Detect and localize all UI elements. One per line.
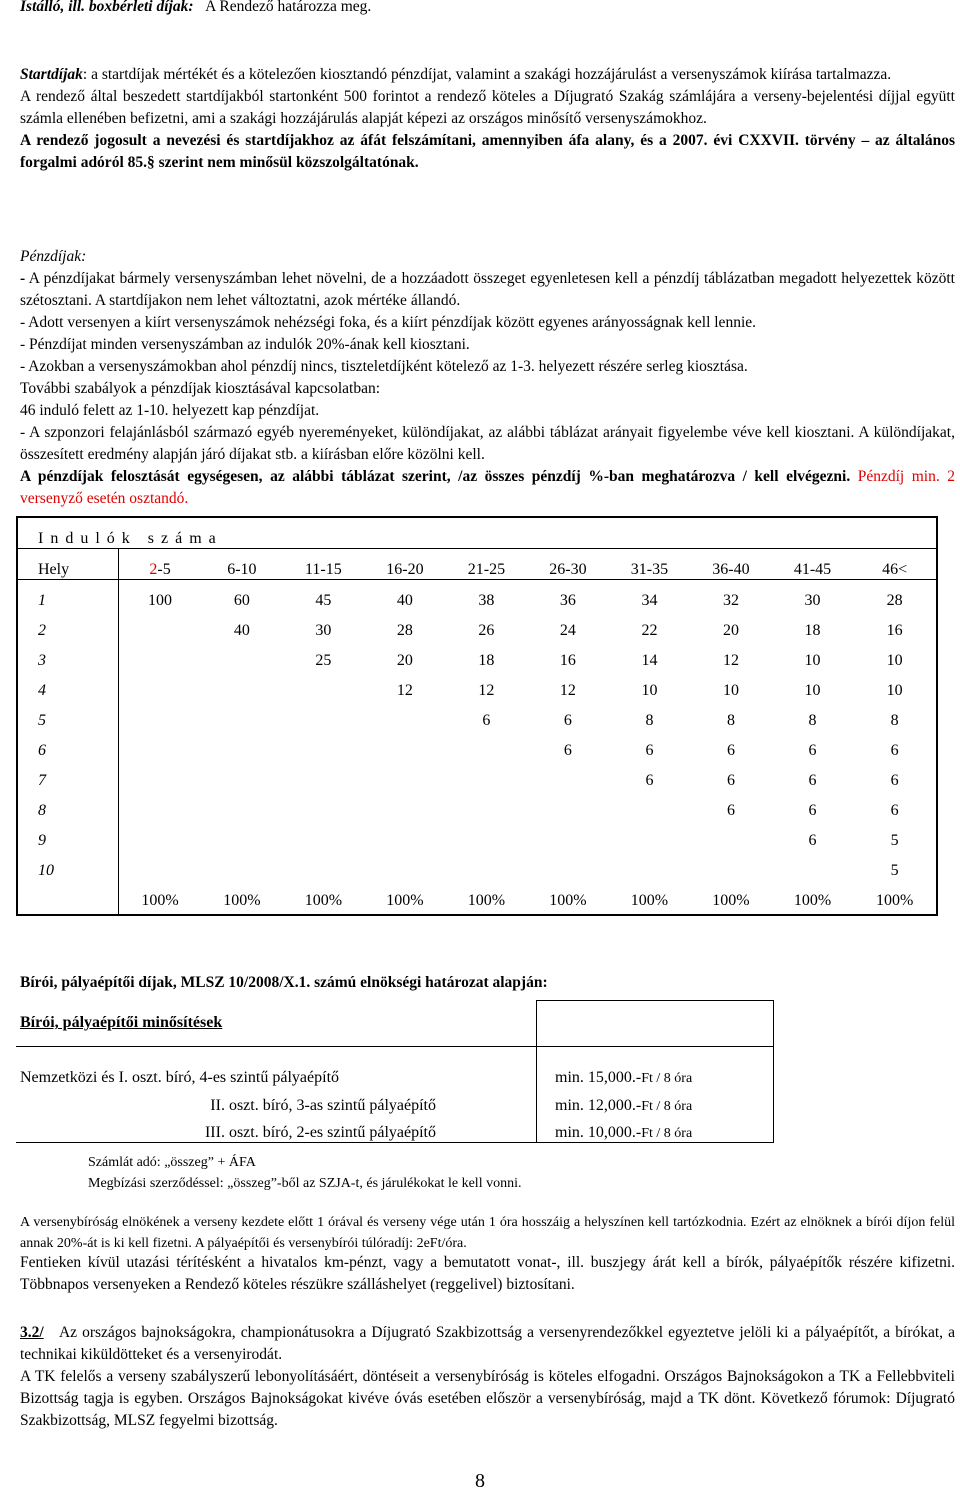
judge-fee-unit: Ft / 8 óra <box>641 1126 693 1141</box>
column-header: 31-35 <box>609 549 691 580</box>
judge-fee <box>537 1115 774 1143</box>
table-cell <box>609 850 691 880</box>
judges-empty-cell <box>537 1001 774 1047</box>
table-row <box>17 640 937 670</box>
table-cell <box>119 850 202 880</box>
total-cell: 100% <box>467 892 506 909</box>
invoice-note-1: Számlát adó: „összeg” + ÁFA <box>88 1155 256 1170</box>
totals-empty-cell <box>17 880 119 915</box>
table-cell: 12 <box>559 682 576 699</box>
table-cell: 12 <box>396 682 413 699</box>
judge-fee <box>537 1047 774 1087</box>
table-cell <box>119 790 202 820</box>
place-cell: 2 <box>17 610 119 640</box>
table-cell <box>201 700 283 730</box>
total-cell: 100% <box>304 892 343 909</box>
judges-paragraph-1 <box>20 1212 955 1254</box>
judge-fee-row <box>16 1087 774 1115</box>
column-header: 21-25 <box>446 549 528 580</box>
table-title: Indulók száma <box>17 517 937 549</box>
table-cell: 6 <box>563 742 572 759</box>
place-cell: 8 <box>17 790 119 820</box>
column-header: 26-30 <box>527 549 609 580</box>
table-row <box>17 580 937 611</box>
judges-heading <box>20 972 955 994</box>
table-cell <box>119 610 202 640</box>
table-cell <box>201 790 283 820</box>
invoice-notes <box>88 1152 948 1194</box>
place-cell: 4 <box>17 670 119 700</box>
table-cell: 6 <box>726 742 735 759</box>
judge-fee-row <box>16 1115 774 1143</box>
table-cell: 10 <box>641 682 658 699</box>
table-cell <box>119 670 202 700</box>
stable-fees-label: Istálló, ill. boxbérleti díjak: <box>20 0 194 15</box>
judges-paragraph-2-text: Fentieken kívül utazási térítésként a hivatalos km-pénzt, vagy a bemutatott vonat-, ill. buszjegy árát kell a bírók, pályaépítők részére kifizetni. Többnapos versenyeken a Rendező köteles részükre szálláshelyet (reggelivel) biztosítani. <box>20 1254 955 1293</box>
judge-category: III. oszt. bíró, 2-es szintű pályaépítő <box>16 1115 537 1143</box>
table-cell: 6 <box>726 802 735 819</box>
table-cell: 6 <box>808 772 817 789</box>
table-cell <box>527 760 609 790</box>
table-cell <box>201 820 283 850</box>
column-header: 6-10 <box>201 549 283 580</box>
table-cell <box>119 820 202 850</box>
prize-dash: - <box>20 270 26 287</box>
prize-rule-7: - A szponzori felajánlásból származó egyéb nyereményeket, különdíjakat, az alábbi táblázat arányait figyelembe véve kell kiosztani. A különdíjakat, összesített eredmény alapján járó díjakat stb. a kiírásban előre közölni kell. <box>20 424 955 463</box>
place-cell: 7 <box>17 760 119 790</box>
table-cell: 5 <box>890 832 899 849</box>
table-cell: 30 <box>804 592 821 609</box>
table-cell: 24 <box>559 622 576 639</box>
table-cell <box>119 760 202 790</box>
table-cell: 6 <box>890 772 899 789</box>
prize-rule-2: - Adott versenyen a kiírt versenyszámok nehézségi foka, és a kiírt pénzdíjak között egyenes arányosságnak kell lennie. <box>20 314 757 331</box>
table-cell: 6 <box>808 802 817 819</box>
table-cell <box>527 850 609 880</box>
start-fees-section <box>20 64 955 174</box>
table-cell <box>527 790 609 820</box>
prize-money-label: Pénzdíjak: <box>20 248 87 265</box>
total-cell: 100% <box>386 892 424 909</box>
prize-distribution-table <box>16 516 938 916</box>
table-cell: 8 <box>645 712 654 729</box>
table-cell <box>364 850 446 880</box>
table-cell: 6 <box>563 712 572 729</box>
table-cell: 20 <box>396 652 413 669</box>
table-cell: 10 <box>886 652 903 669</box>
table-cell: 18 <box>804 622 821 639</box>
table-cell: 36 <box>559 592 576 609</box>
hely-header: Hely <box>17 549 119 580</box>
place-cell: 1 <box>17 580 119 611</box>
table-cell <box>364 760 446 790</box>
total-cell: 100% <box>793 892 832 909</box>
table-cell <box>609 820 691 850</box>
table-cell <box>283 820 365 850</box>
table-row <box>17 610 937 640</box>
table-cell <box>201 670 283 700</box>
table-row <box>17 760 937 790</box>
table-cell: 8 <box>726 712 735 729</box>
table-cell: 6 <box>645 772 654 789</box>
table-cell <box>201 760 283 790</box>
table-row <box>17 790 937 820</box>
table-cell: 5 <box>890 862 899 879</box>
table-cell <box>119 640 202 670</box>
table-cell: 32 <box>722 592 739 609</box>
table-cell: 34 <box>641 592 658 609</box>
table-cell: 16 <box>559 652 576 669</box>
table-cell <box>283 700 365 730</box>
total-cell: 100% <box>141 892 179 909</box>
prize-min-note: Pénzdíj min. 2 versenyző esetén osztandó. <box>20 468 955 507</box>
table-cell <box>283 730 365 760</box>
judges-subheading-cell <box>16 1001 537 1047</box>
table-cell: 8 <box>890 712 899 729</box>
start-fees-paragraph-2: A rendező által beszedett startdíjakból startonként 500 forintot a rendező köteles a Díjugrató Szakág számlájára a verseny-bejelentési díjjal együtt számla ellenében befizetni, ami a szakági hozzájárulás alapját képezi az országos minősítő versenyszámokhoz. <box>20 88 955 127</box>
table-cell: 28 <box>396 622 413 639</box>
table-cell: 12 <box>478 682 495 699</box>
totals-row <box>17 880 937 915</box>
table-cell <box>446 790 528 820</box>
table-cell: 45 <box>315 592 332 609</box>
table-cell <box>527 820 609 850</box>
judges-paragraph-2 <box>20 1252 955 1296</box>
place-cell: 3 <box>17 640 119 670</box>
table-cell: 6 <box>890 802 899 819</box>
invoice-note-2: Megbízási szerződéssel: „összeg”-ből az SZJA-t, és járulékokat le kell vonni. <box>88 1176 522 1191</box>
page-number: 8 <box>475 1470 485 1492</box>
table-cell <box>364 700 446 730</box>
table-row <box>17 670 937 700</box>
prize-money-section <box>20 246 955 510</box>
table-cell <box>283 670 365 700</box>
table-cell: 14 <box>641 652 658 669</box>
table-column-header-row <box>17 549 937 580</box>
table-cell <box>446 730 528 760</box>
table-cell <box>364 820 446 850</box>
table-cell: 6 <box>808 832 817 849</box>
judges-subheading: Bírói, pályaépítői minősítések <box>20 1014 223 1032</box>
table-cell <box>446 850 528 880</box>
table-cell <box>283 790 365 820</box>
table-cell: 30 <box>315 622 332 639</box>
place-cell: 5 <box>17 700 119 730</box>
judges-fee-table <box>16 1000 774 1143</box>
table-cell: 22 <box>641 622 658 639</box>
total-cell: 100% <box>712 892 750 909</box>
place-cell: 10 <box>17 850 119 880</box>
judge-fee-unit: Ft / 8 óra <box>641 1070 693 1086</box>
table-cell: 28 <box>886 592 903 609</box>
table-cell <box>283 850 365 880</box>
stable-fees-value: A Rendező határozza meg. <box>205 0 372 15</box>
table-cell <box>446 820 528 850</box>
prize-rule-8: A pénzdíjak felosztását egységesen, az alábbi táblázat szerint, /az összes pénzdíj %-ban meghatározva / kell elvégezni. <box>20 468 851 485</box>
column-header: 11-15 <box>283 549 365 580</box>
column-header: 36-40 <box>690 549 772 580</box>
prize-rule-1: A pénzdíjakat bármely versenyszámban lehet növelni, de a hozzáadott összeget egyenletesen kell a pénzdíj táblázatban megadott helyezettek között szétosztani. A startdíjakon nem lehet változtatni, azok mértéke állandó. <box>20 270 955 309</box>
table-cell <box>690 850 772 880</box>
judge-fee-row <box>16 1047 774 1087</box>
stable-fees-line <box>20 0 955 18</box>
table-cell: 10 <box>886 682 903 699</box>
table-cell <box>119 700 202 730</box>
column-header: 41-45 <box>772 549 854 580</box>
table-cell <box>364 790 446 820</box>
table-cell: 6 <box>726 772 735 789</box>
table-cell: 40 <box>396 592 413 609</box>
table-cell: 38 <box>478 592 495 609</box>
column-header: 46< <box>853 549 937 580</box>
start-fees-text: : a startdíjak mértékét és a kötelezően kiosztandó pénzdíjat, valamint a szakági hozzájárulást a versenyszámok kiírása tartalmazza. <box>82 66 892 83</box>
table-cell: 10 <box>722 682 739 699</box>
judge-fee-amount: min. 10,000.- <box>555 1124 642 1141</box>
table-cell <box>446 760 528 790</box>
place-cell: 6 <box>17 730 119 760</box>
prize-rule-3: - Pénzdíjat minden versenyszámban az indulók 20%-ának kell kiosztani. <box>20 336 470 353</box>
judges-heading-text: Bírói, pályaépítői díjak, MLSZ 10/2008/X.1. számú elnökségi határozat alapján: <box>20 974 548 991</box>
table-cell: 60 <box>233 592 250 609</box>
start-fees-paragraph-3: A rendező jogosult a nevezési és startdíjakhoz az áfát felszámítani, amennyiben áfa alany, és a 2007. évi CXXVII. törvény – az általános forgalmi adóról 85.§ szerint nem minősül közszolgáltatónak. <box>20 132 955 171</box>
table-cell <box>283 760 365 790</box>
table-cell <box>364 730 446 760</box>
section-paragraph-2: A TK felelős a verseny szabályszerű lebonyolításáért, döntéseit a versenybíróság is köteles elfogadni. Országos Bajnokságokon a TK a Fellebbviteli Bizottság tagja is egyben. Országos Bajnokságokat kivéve óvás esetében először a versenybíróság, majd a TK dönt. Következő fórumok: Díjugrató Szakbizottság, MLSZ fegyelmi bizottság. <box>20 1368 955 1429</box>
table-row <box>17 700 937 730</box>
judge-fee-amount: min. 15,000.- <box>555 1068 642 1086</box>
table-cell: 16 <box>886 622 903 639</box>
table-cell <box>119 730 202 760</box>
prize-rule-4: - Azokban a versenyszámokban ahol pénzdíj nincs, tiszteletdíjként kötelező az 1-3. helyezett részére serleg kiosztása. <box>20 358 748 375</box>
prize-rule-5: További szabályok a pénzdíjak kiosztásával kapcsolatban: <box>20 380 381 397</box>
table-cell <box>690 820 772 850</box>
table-cell: 8 <box>808 712 817 729</box>
total-cell: 100% <box>223 892 261 909</box>
table-cell <box>609 790 691 820</box>
judge-fee <box>537 1087 774 1115</box>
table-cell: 40 <box>233 622 250 639</box>
table-cell: 6 <box>482 712 491 729</box>
total-cell: 100% <box>875 892 914 909</box>
table-cell: 6 <box>890 742 899 759</box>
table-cell: 20 <box>722 622 739 639</box>
table-cell: 100 <box>148 592 173 609</box>
judge-category: II. oszt. bíró, 3-as szintű pályaépítő <box>16 1087 537 1115</box>
section-number: 3.2/ <box>20 1324 44 1341</box>
table-cell: 25 <box>315 652 332 669</box>
table-cell: 18 <box>478 652 495 669</box>
judge-category: Nemzetközi és I. oszt. bíró, 4-es szintű pályaépítő <box>16 1047 537 1087</box>
judge-fee-unit: Ft / 8 óra <box>641 1098 693 1114</box>
section-paragraph-1: Az országos bajnokságokra, championátusokra a Díjugrató Szakbizottság a versenyrendezőkkel egyeztetve jelöli ki a pályaépítőt, a bírókat, a technikai kiküldötteket és a versenyirodát. <box>20 1324 955 1363</box>
section-3-2 <box>20 1322 955 1432</box>
place-cell: 9 <box>17 820 119 850</box>
column-header: 16-20 <box>364 549 446 580</box>
table-cell: 10 <box>804 682 821 699</box>
table-row <box>17 820 937 850</box>
table-cell: 6 <box>645 742 654 759</box>
prize-rule-6: 46 induló felett az 1-10. helyezett kap pénzdíjat. <box>20 402 320 419</box>
table-cell <box>772 850 854 880</box>
start-fees-label: Startdíjak <box>20 66 83 83</box>
column-header: 2-5 <box>119 549 202 580</box>
table-cell: 12 <box>722 652 739 669</box>
table-cell <box>201 640 283 670</box>
total-cell: 100% <box>549 892 587 909</box>
table-cell <box>201 730 283 760</box>
table-cell: 6 <box>808 742 817 759</box>
table-row <box>17 730 937 760</box>
judges-paragraph-1-text: A versenybíróság elnökének a verseny kezdete előtt 1 órával és verseny vége után 1 óra hosszáig a helyszínen kell tartózkodnia. Ezért az elnöknek a bírói díjon felül annak 20%-át is ki kell fizetni. A pályaépítői és versenybírói túlóradíj: 2eFt/óra. <box>20 1215 955 1251</box>
total-cell: 100% <box>630 892 669 909</box>
table-cell: 10 <box>804 652 821 669</box>
table-title-row <box>17 517 937 549</box>
table-cell: 26 <box>478 622 495 639</box>
table-row <box>17 850 937 880</box>
table-cell <box>201 850 283 880</box>
judge-fee-amount: min. 12,000.- <box>555 1096 642 1114</box>
